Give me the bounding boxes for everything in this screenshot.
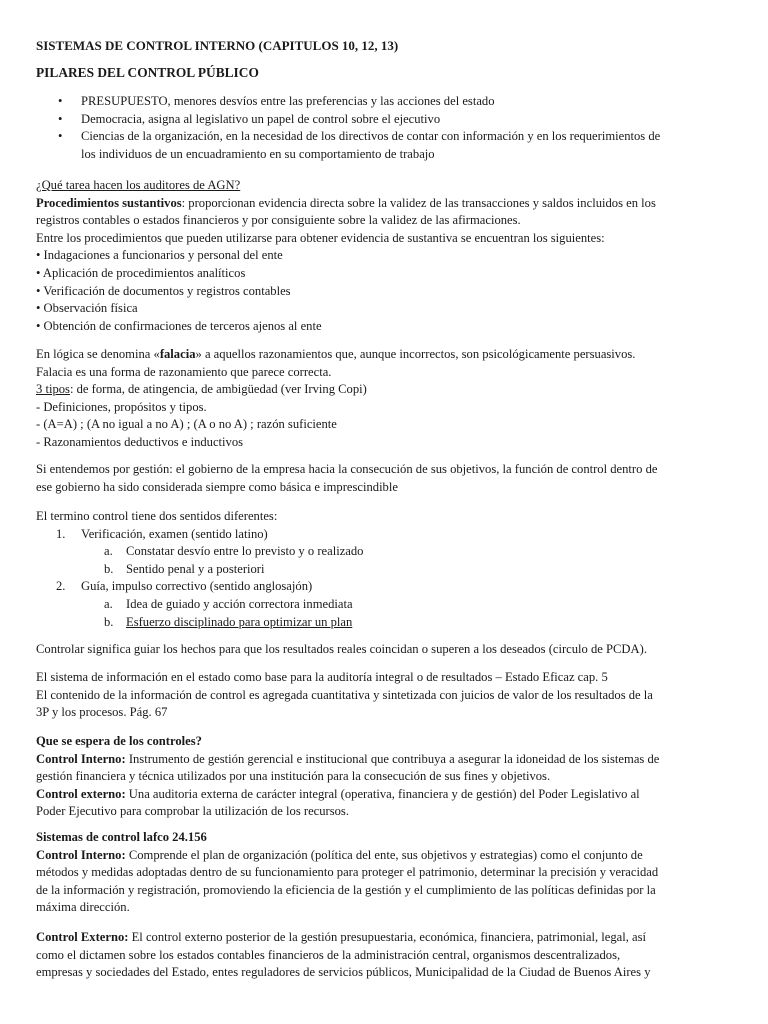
list-item: • Aplicación de procedimientos analíticos [36,265,246,280]
list-item: • Indagaciones a funcionarios y personal del ente [36,248,283,263]
paragraph-line: métodos y medidas adoptadas dentro de su funcionamiento para proteger el patrimonio, determinar la precisión y veracidad [36,865,659,880]
paragraph-line: El sistema de información en el estado como base para la auditoría integral o de resultados – Estado Eficaz cap. 5 [36,670,608,684]
proc-label: Procedimientos sustantivos [36,195,182,210]
ordered-subitem: b. Esfuerzo disciplinado para optimizar un plan [104,614,353,629]
paragraph-line: El contenido de la información de control es agregada cuantitativa y sintetizada con juicios de valor de los resultados de la [36,687,653,702]
auditores-question: ¿Qué tarea hacen los auditores de AGN? [36,178,241,192]
paragraph-line: Entre los procedimientos que pueden utilizarse para obtener evidencia de sustantiva se encuentran los siguientes: [36,230,605,245]
paragraph-line: empresas y sociedades del Estado, entes reguladores de servicios públicos, Municipalidad de la Ciudad de Buenos Aires y [36,965,651,980]
paragraph-line: Falacia es una forma de razonamiento que parece correcta. [36,364,332,379]
paragraph-line: registros contables o estados financieros y por consiguiente sobre la validez de las afirmaciones. [36,213,521,228]
lafco-section [36,829,658,917]
paragraph-line: 3 tipos: de forma, de atingencia, de ambigüedad (ver Irving Copi) [36,382,367,397]
paragraph-line: Control Interno: Comprende el plan de organización (política del ente, sus objetivos y estrategias) como el conjunto de [36,847,643,862]
paragraph-line: Poder Ejecutivo para comprobar la utilización de los recursos. [36,804,349,819]
auditores-section [36,177,656,335]
ordered-subitem: a. Constatar desvío entre lo previsto y o realizado [104,544,364,559]
gestion-section [36,461,657,496]
espera-section [36,733,659,821]
paragraph-line: máxima dirección. [36,900,130,915]
lafco-externo-section [36,929,651,982]
ordered-item: 2. Guía, impulso correctivo (sentido anglosajón) [56,579,313,594]
section-heading-espera: Que se espera de los controles? [36,734,202,748]
paragraph-line: Si entendemos por gestión: el gobierno de la empresa hacia la consecución de sus objetivos, la función de control dentro de [36,462,658,476]
paragraph-line: - Razonamientos deductivos e inductivos [36,434,244,449]
list-item: • Obtención de confirmaciones de terceros ajenos al ente [36,318,322,333]
ordered-subitem: b. Sentido penal y a posteriori [104,561,265,576]
section-heading-lafco: Sistemas de control lafco 24.156 [36,830,207,844]
list-item: • PRESUPUESTO, menores desvíos entre las preferencias y las acciones del estado [36,93,660,111]
paragraph-line: Procedimientos sustantivos: proporcionan evidencia directa sobre la validez de las transacciones y saldos incluidos en los [36,195,656,210]
paragraph-line: El termino control tiene dos sentidos diferentes: [36,509,278,523]
list-item: • Democracia, asigna al legislativo un papel de control sobre el ejecutivo [36,111,660,129]
paragraph-line: gestión financiera y técnica utilizados por una institución para la consecución de sus fines y objetivos. [36,769,551,784]
paragraph-line: Control Externo: El control externo posterior de la gestión presupuestaria, económica, financiera, patrimonial, legal, así [36,930,647,944]
termino-section [36,508,363,631]
document-title: SISTEMAS DE CONTROL INTERNO (CAPITULOS 10, 12, 13) [36,38,399,53]
bullet-icon: • [58,111,63,126]
list-item: • Verificación de documentos y registros contables [36,283,291,298]
paragraph-line: Control Interno: Instrumento de gestión gerencial e institucional que contribuya a asegurar la idoneidad de los sistemas de [36,751,660,766]
falacia-section [36,346,635,452]
paragraph-line: Control externo: Una auditoria externa de carácter integral (operativa, financiera y de gestión) del Poder Legislativo al [36,786,640,801]
paragraph-line: ese gobierno ha sido considerada siempre como básica e imprescindible [36,479,398,494]
paragraph-line: En lógica se denomina «falacia» a aquellos razonamientos que, aunque incorrectos, son psicológicamente persuasivos. [36,347,636,361]
ordered-subitem: a. Idea de guiado y acción correctora inmediata [104,596,353,611]
paragraph-line: como el dictamen sobre los estados contables financieros de la administración central, organismos descentralizados, [36,947,621,962]
bullet-icon: • [58,94,63,108]
pilares-list [36,93,660,163]
paragraph-line: de la información y registración, promoviendo la eficiencia de la gestión y el cumplimiento de las políticas definidas por la [36,882,656,897]
list-item-continuation: los individuos de un encuadramiento en su comportamiento de trabajo [81,146,435,161]
list-item: • Observación física [36,301,138,316]
list-item: • Ciencias de la organización, en la necesidad de los directivos de contar con información y en los requerimientos de [36,128,660,146]
section-heading-pilares: PILARES DEL CONTROL PÚBLICO [36,65,259,80]
paragraph-line: - (A=A) ; (A no igual a no A) ; (A o no A) ; razón suficiente [36,417,337,432]
paragraph-line: 3P y los procesos. Pág. 67 [36,705,168,720]
ordered-item: 1. Verificación, examen (sentido latino) [56,526,268,541]
sistema-section [36,669,653,722]
bullet-icon: • [58,129,63,144]
controlar-paragraph: Controlar significa guiar los hechos para que los resultados reales coincidan o superen a los deseados (circulo de PCDA). [36,642,647,656]
paragraph-line: - Definiciones, propósitos y tipos. [36,399,207,414]
